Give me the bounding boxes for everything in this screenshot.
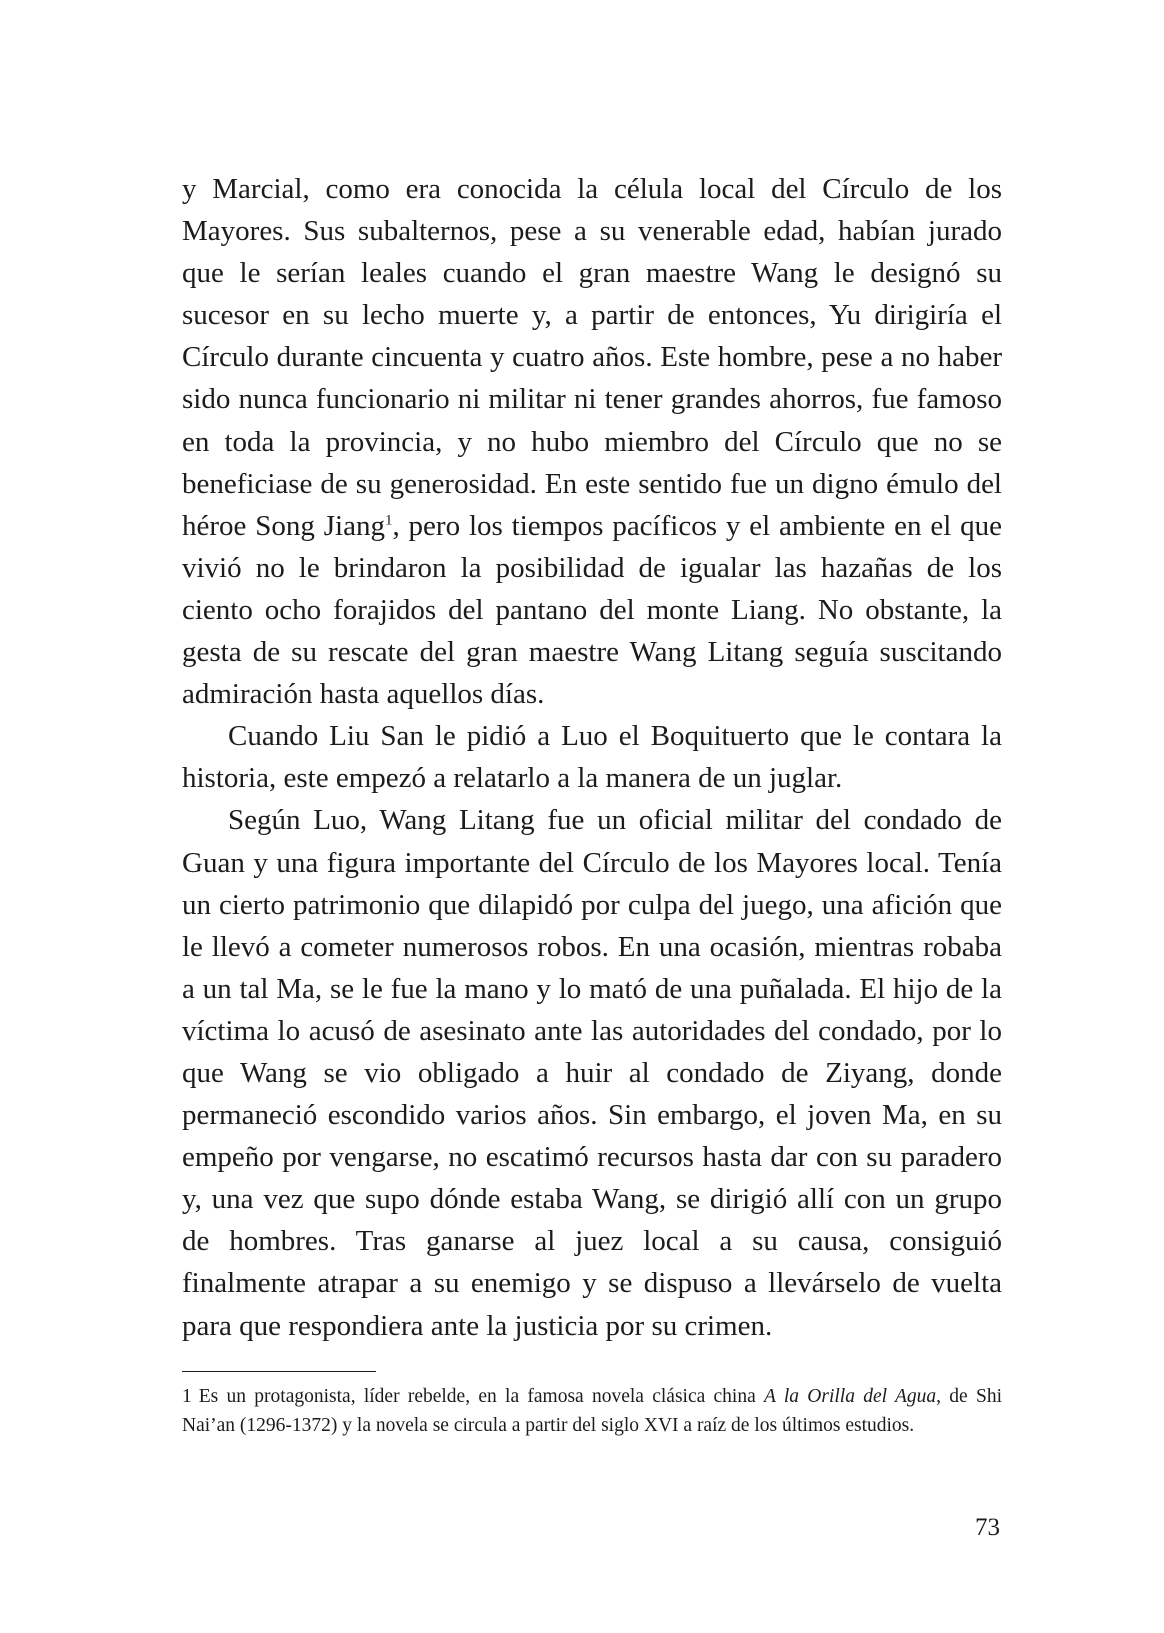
footnote-book-title: A la Orilla del Agua [764,1385,937,1407]
footnote [182,1382,1002,1441]
paragraph-1-text-b: , pero los tiempos pacíficos y el ambiente en el que vivió no le brindaron la posibilidad de igualar las hazañas de los ciento ocho forajidos del pantano del monte Liang. No obstante, la gesta de su rescate del gran maestre Wang Litang seguía suscitando admiración hasta aquellos días. [182,509,1002,711]
footnote-number: 1 [182,1385,192,1407]
footnote-reference[interactable]: 1 [384,512,393,529]
page-content [182,168,1002,1441]
paragraph-2: Cuando Liu San le pidió a Luo el Boquituerto que le contara la historia, este empezó a relatarlo a la manera de un juglar. [182,720,1002,795]
footnote-text-a: Es un protagonista, líder rebelde, en la famosa novela clásica china [198,1385,765,1407]
footnote-text-b: , de Shi Nai’an (1296-1372) y la novela se circula a partir del siglo XVI a raíz de los últimos estudios. [182,1385,1002,1437]
paragraph-1 [182,168,1002,715]
body-text [182,168,1002,1347]
paragraph-1-text-a: y Marcial, como era conocida la célula local del Círculo de los Mayores. Sus subalternos, pese a su venerable edad, habían jurado que le serían leales cuando el gran maestre Wang le designó su sucesor en su lecho muerte y, a partir de entonces, Yu dirigiría el Círculo durante cincuenta y cuatro años. Este hombre, pese a no haber sido nunca funcionario ni militar ni tener grandes ahorros, fue famoso en toda la provincia, y no hubo miembro del Círculo que no se beneficiase de su generosidad. En este sentido fue un digno émulo del héroe Song Jiang [182,173,1002,542]
footnote-separator [182,1371,376,1372]
paragraph-3: Según Luo, Wang Litang fue un oficial militar del condado de Guan y una figura importante del Círculo de los Mayores local. Tenía un cierto patrimonio que dilapidó por culpa del juego, una afición que le llevó a cometer numerosos robos. En una ocasión, mientras robaba a un tal Ma, se le fue la mano y lo mató de una puñalada. El hijo de la víctima lo acusó de asesinato ante las autoridades del condado, por lo que Wang se vio obligado a huir al condado de Ziyang, donde permaneció escondido varios años. Sin embargo, el joven Ma, en su empeño por vengarse, no escatimó recursos hasta dar con su paradero y, una vez que supo dónde estaba Wang, se dirigió allí con un grupo de hombres. Tras ganarse al juez local a su causa, consiguió finalmente atrapar a su enemigo y se dispuso a llevárselo de vuelta para que respondiera ante la justicia por su crimen. [182,804,1002,1342]
page-number: 73 [975,1514,1000,1541]
